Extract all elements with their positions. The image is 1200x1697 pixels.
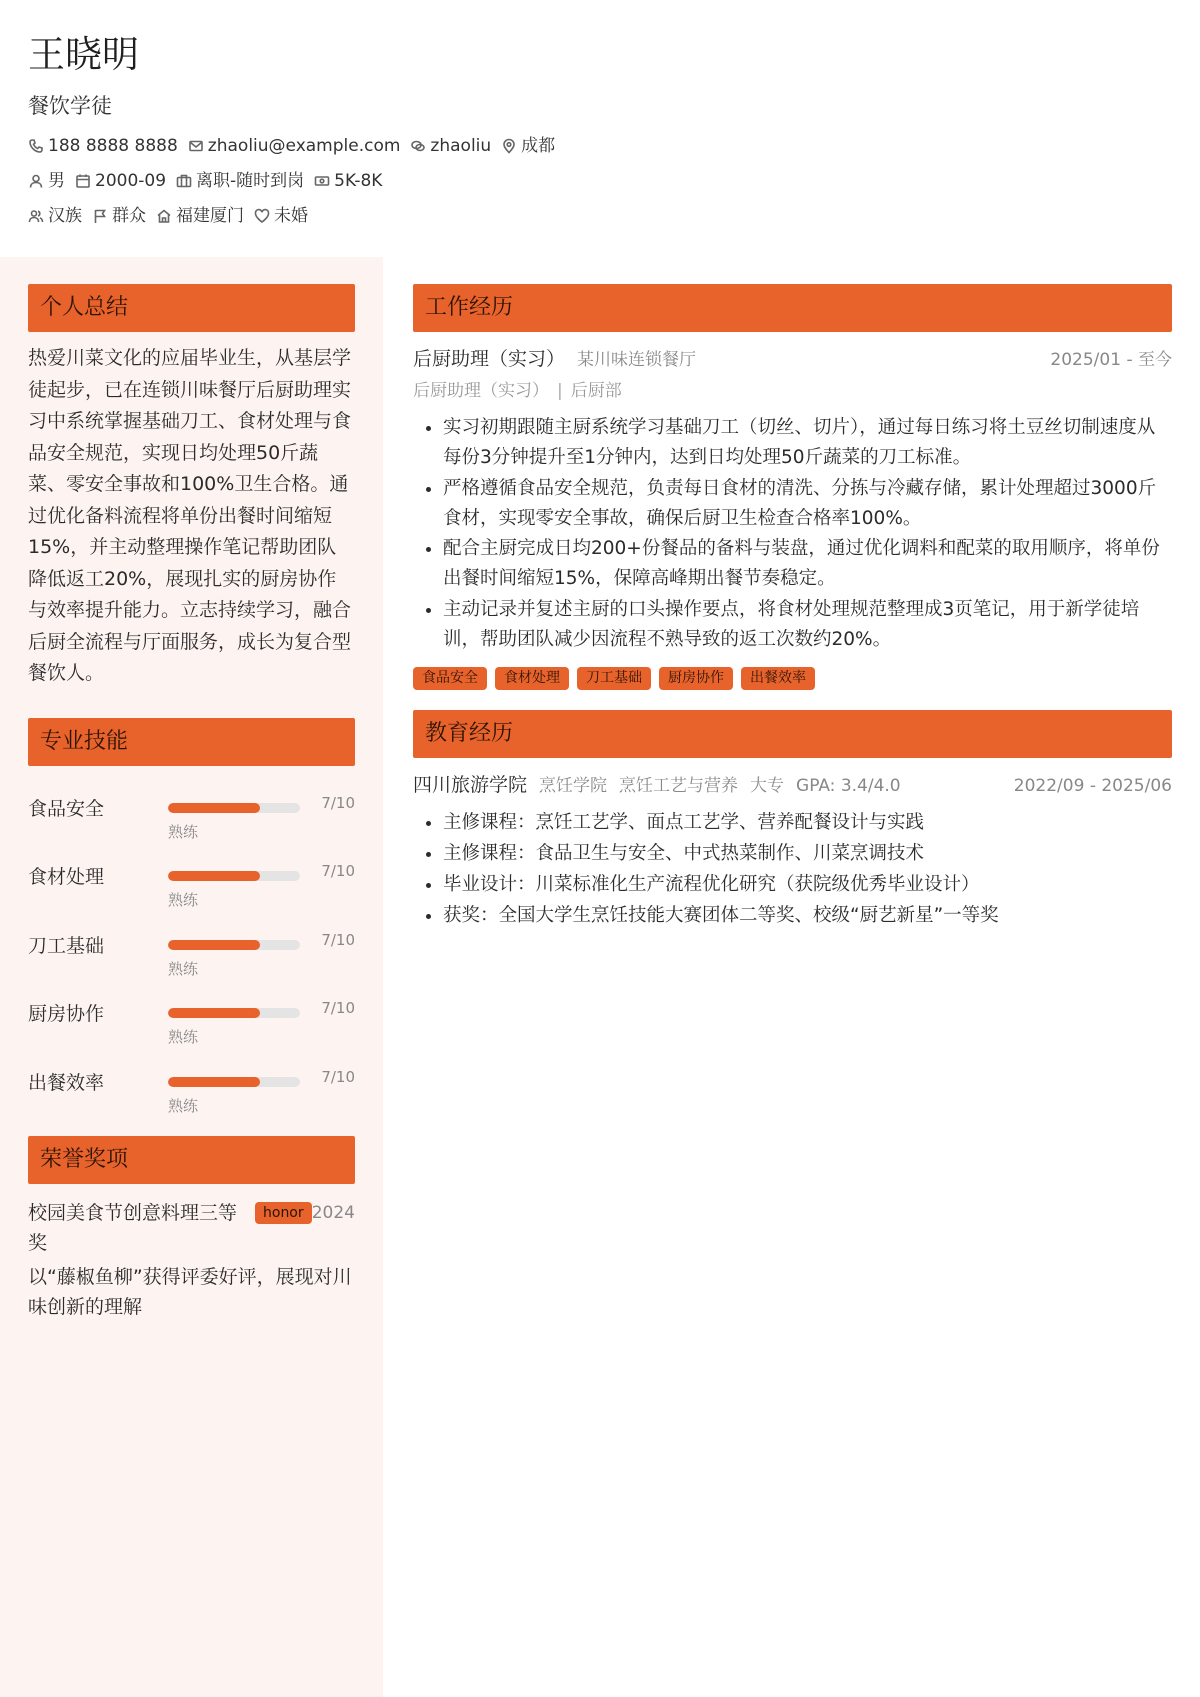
skill-item xyxy=(28,985,355,1054)
gender-text: 男 xyxy=(48,171,65,191)
summary-section-title: 个人总结 xyxy=(28,284,355,332)
flag-icon xyxy=(92,208,108,224)
education-section-title: 教育经历 xyxy=(413,710,1172,758)
contact-info xyxy=(28,134,1168,228)
money-icon xyxy=(314,173,330,189)
salary-text: 5K-8K xyxy=(334,171,383,191)
work-section-title: 工作经历 xyxy=(413,284,1172,332)
job-date: 2025/01 - 至今 xyxy=(1050,350,1172,370)
city-text: 成都 xyxy=(521,136,556,156)
politics-item xyxy=(92,204,146,228)
personal-row xyxy=(28,169,1168,193)
job-tag: 食材处理 xyxy=(495,667,569,690)
honor-title: 校园美食节创意料理三等奖 xyxy=(28,1202,238,1254)
job-tag: 食品安全 xyxy=(413,667,487,690)
home-icon xyxy=(156,208,172,224)
skill-level: 熟练 xyxy=(168,1096,199,1115)
heart-icon xyxy=(254,208,270,224)
job-company: 某川味连锁餐厅 xyxy=(577,350,697,370)
edu-major: 烹饪工艺与营养 xyxy=(619,776,739,797)
skill-score: 7/10 xyxy=(321,1067,355,1086)
marital-text: 未婚 xyxy=(274,206,308,226)
education-bullets xyxy=(413,807,1172,931)
honor-badge: honor xyxy=(255,1202,312,1224)
job-tag: 出餐效率 xyxy=(741,667,815,690)
edu-bullet: • 主修课程：烹饪工艺学、面点工艺学、营养配餐设计与实践 xyxy=(443,807,1172,838)
skill-progress-bar xyxy=(168,871,300,881)
skills-section-title: 专业技能 xyxy=(28,718,355,766)
gender-item xyxy=(28,169,65,193)
honor-description: 以“藤椒鱼柳”获得评委好评，展现对川味创新的理解 xyxy=(28,1266,352,1318)
briefcase-icon xyxy=(176,173,192,189)
user-icon xyxy=(28,173,44,189)
wechat-icon xyxy=(410,138,426,154)
birth-item xyxy=(75,169,166,193)
edu-degree: 大专 xyxy=(750,776,785,797)
skill-progress-fill xyxy=(168,871,260,881)
people-icon xyxy=(28,208,44,224)
job-bullet: • 严格遵循食品安全规范，负责每日食材的清洗、分拣与冷藏存储，累计处理超过3000斤食材，实现零安全事故，确保后厨卫生检查合格率100%。 xyxy=(443,474,1172,535)
skill-name: 食材处理 xyxy=(28,866,105,888)
skills-list xyxy=(28,780,355,1123)
skill-item xyxy=(28,917,355,986)
skill-level: 熟练 xyxy=(168,891,199,909)
skill-progress-bar xyxy=(168,803,300,813)
email-text: zhaoliu@example.com xyxy=(207,136,401,156)
hometown-text: 福建厦门 xyxy=(176,206,244,226)
edu-school: 四川旅游学院 xyxy=(413,774,528,797)
job-tag: 刀工基础 xyxy=(577,667,651,690)
job-subtitle xyxy=(413,379,1172,403)
skill-item xyxy=(28,780,355,849)
job-tag: 厨房协作 xyxy=(659,667,733,690)
salary-item xyxy=(314,169,382,193)
summary-text: 热爱川菜文化的应届毕业生，从基层学徒起步，已在连锁川味餐厅后厨助理实习中系统掌握基础刀工、食材处理与食品安全规范，实现日均处理50斤蔬菜、零安全事故和100%卫生合格。通过优化备料流程将单份出餐时间缩短15%，并主动整理操作笔记帮助团队降低返工20%，展现扎实的厨房协作与效率提升能力。立志持续学习，融合后厨全流程与厅面服务，成长为复合型餐饮人。 xyxy=(28,347,352,684)
candidate-name: 王晓明 xyxy=(28,33,139,76)
mail-icon xyxy=(188,138,204,154)
skill-name: 食品安全 xyxy=(28,797,105,820)
email-item[interactable] xyxy=(188,134,401,158)
politics-text: 群众 xyxy=(112,206,146,226)
job-sub-dept: 后厨部 xyxy=(570,381,622,401)
honors-section-title: 荣誉奖项 xyxy=(28,1136,355,1184)
skill-progress-bar xyxy=(168,1077,300,1087)
job-bullets xyxy=(413,413,1172,655)
phone-icon xyxy=(28,138,44,154)
skill-name: 厨房协作 xyxy=(28,1003,105,1025)
city-item xyxy=(501,134,555,158)
skill-name: 刀工基础 xyxy=(28,934,105,957)
skill-progress-fill xyxy=(168,803,260,813)
skill-score: 7/10 xyxy=(321,862,355,880)
status-item xyxy=(176,169,304,193)
edu-bullet: • 主修课程：食品卫生与安全、中式热菜制作、川菜烹调技术 xyxy=(443,838,1172,869)
skill-level: 熟练 xyxy=(168,1028,199,1046)
skill-progress-fill xyxy=(168,940,260,950)
skill-progress-fill xyxy=(168,1077,260,1087)
right-column xyxy=(413,284,1172,931)
skill-progress-bar xyxy=(168,1008,300,1018)
wechat-item[interactable] xyxy=(410,134,491,158)
background-row xyxy=(28,204,1168,228)
skill-level: 熟练 xyxy=(168,959,199,978)
job-tags xyxy=(413,667,1172,690)
candidate-role: 餐饮学徒 xyxy=(28,94,112,118)
location-icon xyxy=(501,138,517,154)
wechat-text: zhaoliu xyxy=(430,136,492,156)
skill-progress-bar xyxy=(168,940,300,950)
edu-gpa: GPA: 3.4/4.0 xyxy=(796,776,901,797)
contact-row xyxy=(28,134,1168,158)
job-header xyxy=(413,346,1172,373)
left-column xyxy=(28,284,355,1322)
phone-item[interactable] xyxy=(28,134,178,158)
birth-text: 2000-09 xyxy=(95,171,167,191)
calendar-icon xyxy=(75,173,91,189)
job-sub-separator: | xyxy=(557,381,563,401)
skill-level: 熟练 xyxy=(168,822,199,841)
phone-text: 188 8888 8888 xyxy=(48,136,178,156)
edu-date: 2022/09 - 2025/06 xyxy=(1013,776,1172,797)
edu-bullet: • 毕业设计：川菜标准化生产流程优化研究（获院级优秀毕业设计） xyxy=(443,869,1172,900)
edu-bullet: • 获奖：全国大学生烹饪技能大赛团体二等奖、校级“厨艺新星”一等奖 xyxy=(443,900,1172,931)
honor-item xyxy=(28,1198,355,1258)
skill-progress-fill xyxy=(168,1008,260,1018)
skill-score: 7/10 xyxy=(321,793,355,812)
edu-college: 烹饪学院 xyxy=(539,776,608,797)
job-sub-title: 后厨助理（实习） xyxy=(413,381,549,401)
hometown-item xyxy=(156,204,244,228)
ethnicity-text: 汉族 xyxy=(48,206,82,226)
marital-item xyxy=(254,204,308,228)
skill-score: 7/10 xyxy=(321,999,355,1017)
honor-year: 2024 xyxy=(311,1203,355,1223)
status-text: 离职-随时到岗 xyxy=(196,171,305,191)
education-header xyxy=(413,772,1172,799)
skill-name: 出餐效率 xyxy=(28,1071,105,1094)
job-position: 后厨助理（实习） xyxy=(413,348,566,370)
job-bullet: • 配合主厨完成日均200+份餐品的备料与装盘，通过优化调料和配菜的取用顺序，将单份出餐时间缩短15%，保障高峰期出餐节奏稳定。 xyxy=(443,534,1172,595)
ethnicity-item xyxy=(28,204,82,228)
job-bullet: • 实习初期跟随主厨系统学习基础刀工（切丝、切片），通过每日练习将土豆丝切制速度从每份3分钟提升至1分钟内，达到日均处理50斤蔬菜的刀工标准。 xyxy=(443,413,1172,474)
skill-item xyxy=(28,1054,355,1123)
job-bullet: • 主动记录并复述主厨的口头操作要点，将食材处理规范整理成3页笔记，用于新学徒培训，帮助团队减少因流程不熟导致的返工次数约20%。 xyxy=(443,595,1172,656)
skill-score: 7/10 xyxy=(321,930,355,949)
resume-header xyxy=(28,30,1168,228)
skill-item xyxy=(28,848,355,917)
